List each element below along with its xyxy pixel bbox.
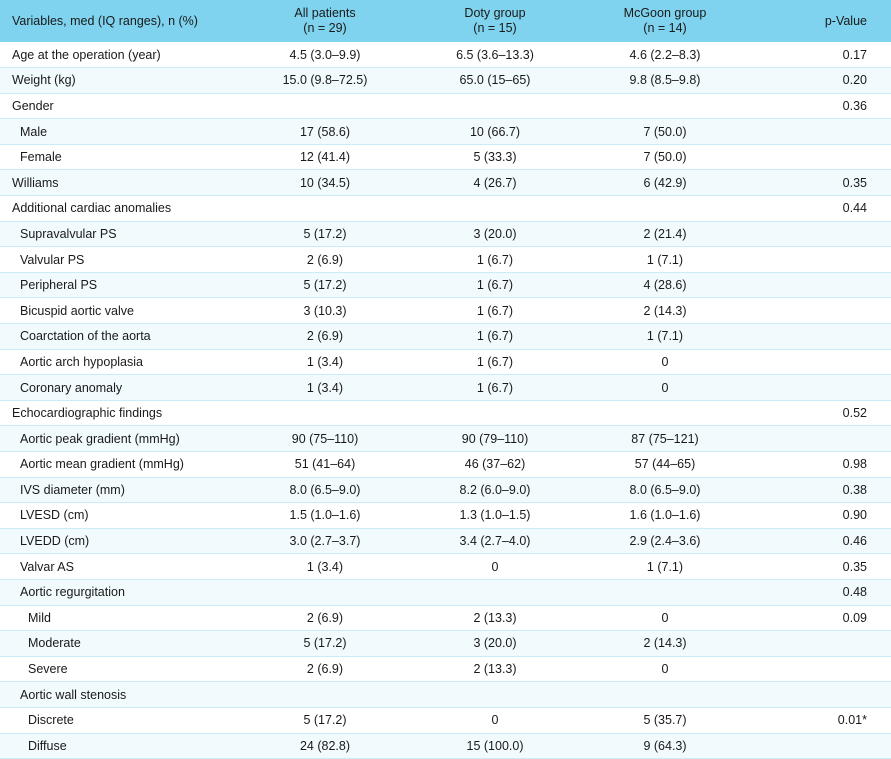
table-header-row (0, 0, 891, 42)
row-label: LVEDD (cm) (20, 534, 90, 549)
row-label: Gender (12, 98, 54, 113)
row-label: LVESD (cm) (20, 508, 89, 523)
cell-p-value (750, 631, 891, 657)
cell-all-patients: 51 (41–64) (294, 457, 356, 472)
row-label: Age at the operation (year) (12, 47, 161, 62)
table-row (0, 656, 891, 682)
cell-all-patients: 5 (17.2) (303, 278, 347, 293)
cell-mcgoon-group (580, 682, 750, 708)
cell-all-patients: 4.5 (3.0–9.9) (289, 47, 361, 62)
row-label: Additional cardiac anomalies (12, 201, 172, 216)
header-p-value: p-Value (824, 13, 867, 28)
cell-p-value (750, 272, 891, 298)
cell-doty-group (410, 400, 580, 426)
cell-all-patients: 2 (6.9) (306, 662, 344, 677)
cell-mcgoon-group: 1 (7.1) (646, 559, 684, 574)
table-row (0, 554, 891, 580)
row-label: Valvular PS (20, 252, 85, 267)
cell-mcgoon-group: 8.0 (6.5–9.0) (629, 482, 701, 497)
table-row (0, 196, 891, 222)
header-doty-group-count: (n = 15) (473, 21, 517, 35)
cell-mcgoon-group: 0 (661, 380, 669, 395)
cell-all-patients: 12 (41.4) (299, 150, 351, 165)
cell-p-value (750, 119, 891, 145)
header-mcgoon-group-count: (n = 14) (643, 21, 687, 35)
cell-mcgoon-group (580, 196, 750, 222)
cell-doty-group (410, 93, 580, 119)
table-row (0, 324, 891, 350)
table-row (0, 170, 891, 196)
cell-all-patients: 1 (3.4) (306, 380, 344, 395)
cell-p-value: 0.52 (842, 406, 867, 421)
cell-p-value (750, 298, 891, 324)
cell-all-patients: 2 (6.9) (306, 610, 344, 625)
table-row (0, 707, 891, 733)
row-label: Valvar AS (20, 559, 74, 574)
cell-p-value: 0.44 (842, 201, 867, 216)
cell-doty-group: 8.2 (6.0–9.0) (459, 482, 531, 497)
cell-p-value (750, 656, 891, 682)
table-row (0, 42, 891, 68)
cell-all-patients: 1.5 (1.0–1.6) (289, 508, 361, 523)
cell-all-patients: 10 (34.5) (299, 175, 351, 190)
cell-all-patients: 1 (3.4) (306, 354, 344, 369)
cell-p-value: 0.35 (842, 559, 867, 574)
cell-p-value (750, 247, 891, 273)
cell-all-patients (240, 400, 410, 426)
cell-all-patients: 5 (17.2) (303, 713, 347, 728)
cell-mcgoon-group: 5 (35.7) (643, 713, 687, 728)
row-label: Aortic peak gradient (mmHg) (20, 431, 180, 446)
cell-p-value (750, 221, 891, 247)
row-label: Supravalvular PS (20, 226, 117, 241)
cell-doty-group: 6.5 (3.6–13.3) (456, 47, 534, 62)
cell-all-patients: 8.0 (6.5–9.0) (289, 482, 361, 497)
cell-all-patients (240, 196, 410, 222)
cell-doty-group: 90 (79–110) (461, 431, 529, 446)
cell-doty-group: 2 (13.3) (473, 610, 517, 625)
row-label: Male (20, 124, 48, 139)
cell-doty-group: 4 (26.7) (473, 175, 517, 190)
cell-mcgoon-group: 1 (7.1) (646, 329, 684, 344)
cell-mcgoon-group: 4.6 (2.2–8.3) (629, 47, 701, 62)
cell-mcgoon-group: 57 (44–65) (634, 457, 696, 472)
row-label: Mild (28, 610, 51, 625)
cell-all-patients: 5 (17.2) (303, 636, 347, 651)
table-row (0, 247, 891, 273)
table-row (0, 452, 891, 478)
row-label: Female (20, 150, 62, 165)
cell-mcgoon-group: 2 (14.3) (643, 636, 687, 651)
table-row (0, 349, 891, 375)
cell-mcgoon-group: 2 (14.3) (643, 303, 687, 318)
cell-p-value: 0.38 (842, 482, 867, 497)
cell-p-value: 0.35 (842, 175, 867, 190)
row-label: Williams (12, 175, 59, 190)
table-row (0, 605, 891, 631)
table-row (0, 68, 891, 94)
table-row (0, 733, 891, 759)
cell-doty-group: 3 (20.0) (473, 636, 517, 651)
table-row (0, 503, 891, 529)
cell-p-value (750, 682, 891, 708)
table-row (0, 221, 891, 247)
cell-p-value (750, 733, 891, 759)
cell-p-value (750, 144, 891, 170)
cell-doty-group: 3 (20.0) (473, 226, 517, 241)
cell-p-value: 0.20 (842, 73, 867, 88)
cell-mcgoon-group: 0 (661, 662, 669, 677)
header-doty-group-title: Doty group (464, 6, 526, 20)
row-label: Echocardiographic findings (12, 406, 163, 421)
table-row (0, 426, 891, 452)
row-label: IVS diameter (mm) (20, 482, 125, 497)
cell-doty-group: 65.0 (15–65) (459, 73, 531, 88)
cell-mcgoon-group: 1 (7.1) (646, 252, 684, 267)
cell-mcgoon-group: 4 (28.6) (643, 278, 687, 293)
cell-p-value: 0.46 (842, 534, 867, 549)
row-label: Weight (kg) (12, 73, 76, 88)
header-all-patients-title: All patients (294, 6, 356, 20)
cell-doty-group: 1 (6.7) (476, 303, 514, 318)
table-row (0, 631, 891, 657)
cell-all-patients: 2 (6.9) (306, 329, 344, 344)
cell-doty-group: 0 (491, 559, 499, 574)
cell-all-patients: 15.0 (9.8–72.5) (282, 73, 368, 88)
table-row (0, 682, 891, 708)
cell-p-value: 0.17 (842, 47, 867, 62)
row-label: Aortic regurgitation (20, 585, 125, 600)
cell-doty-group: 1 (6.7) (476, 278, 514, 293)
cell-doty-group: 1 (6.7) (476, 380, 514, 395)
cell-p-value: 0.98 (842, 457, 867, 472)
cell-all-patients (240, 579, 410, 605)
cell-mcgoon-group: 7 (50.0) (643, 150, 687, 165)
cell-doty-group: 1.3 (1.0–1.5) (459, 508, 531, 523)
cell-doty-group (410, 682, 580, 708)
cell-all-patients: 2 (6.9) (306, 252, 344, 267)
cell-all-patients: 24 (82.8) (299, 738, 351, 753)
row-label: Moderate (28, 636, 81, 651)
table-row (0, 477, 891, 503)
cell-mcgoon-group: 1.6 (1.0–1.6) (629, 508, 701, 523)
table-row (0, 579, 891, 605)
cell-p-value: 0.09 (842, 610, 867, 625)
cell-doty-group: 1 (6.7) (476, 354, 514, 369)
cell-doty-group: 1 (6.7) (476, 252, 514, 267)
header-mcgoon-group (580, 0, 750, 42)
cell-p-value: 0.48 (842, 585, 867, 600)
cell-mcgoon-group (580, 400, 750, 426)
cell-doty-group: 46 (37–62) (464, 457, 526, 472)
header-mcgoon-group-title: McGoon group (623, 6, 707, 20)
row-label: Aortic wall stenosis (20, 687, 127, 702)
cell-p-value (750, 426, 891, 452)
row-label: Aortic arch hypoplasia (20, 354, 143, 369)
cell-mcgoon-group: 0 (661, 610, 669, 625)
cell-p-value (750, 324, 891, 350)
cell-p-value (750, 375, 891, 401)
cell-doty-group: 0 (491, 713, 499, 728)
header-all-patients-count: (n = 29) (303, 21, 347, 35)
cell-p-value: 0.90 (842, 508, 867, 523)
row-label: Discrete (28, 713, 74, 728)
cell-doty-group (410, 579, 580, 605)
row-label: Peripheral PS (20, 278, 98, 293)
header-variables: Variables, med (IQ ranges), n (%) (12, 13, 198, 28)
table-row (0, 119, 891, 145)
cell-mcgoon-group: 2.9 (2.4–3.6) (629, 534, 701, 549)
cell-doty-group: 2 (13.3) (473, 662, 517, 677)
cell-mcgoon-group (580, 93, 750, 119)
table-row (0, 93, 891, 119)
table-row (0, 400, 891, 426)
cell-doty-group: 5 (33.3) (473, 150, 517, 165)
cell-all-patients: 5 (17.2) (303, 226, 347, 241)
table-body (0, 42, 891, 759)
cell-mcgoon-group: 9 (64.3) (643, 738, 687, 753)
cell-mcgoon-group: 6 (42.9) (643, 175, 687, 190)
header-all-patients (240, 0, 410, 42)
cell-mcgoon-group: 0 (661, 354, 669, 369)
cell-all-patients: 3.0 (2.7–3.7) (289, 534, 361, 549)
cell-all-patients (240, 93, 410, 119)
cell-all-patients: 1 (3.4) (306, 559, 344, 574)
cell-all-patients (240, 682, 410, 708)
table-row (0, 375, 891, 401)
header-doty-group (410, 0, 580, 42)
row-label: Severe (28, 662, 68, 677)
row-label: Bicuspid aortic valve (20, 303, 134, 318)
cell-doty-group: 10 (66.7) (469, 124, 521, 139)
table-row (0, 272, 891, 298)
cell-p-value (750, 349, 891, 375)
row-label: Diffuse (28, 738, 67, 753)
cell-mcgoon-group: 87 (75–121) (631, 431, 699, 446)
cell-mcgoon-group: 2 (21.4) (643, 226, 687, 241)
cell-all-patients: 17 (58.6) (299, 124, 351, 139)
row-label: Aortic mean gradient (mmHg) (20, 457, 184, 472)
cell-doty-group: 15 (100.0) (466, 738, 524, 753)
cell-doty-group (410, 196, 580, 222)
table-row (0, 298, 891, 324)
row-label: Coronary anomaly (20, 380, 123, 395)
table-row (0, 528, 891, 554)
cell-mcgoon-group (580, 579, 750, 605)
cell-p-value: 0.01* (837, 713, 867, 728)
cell-all-patients: 3 (10.3) (303, 303, 347, 318)
cell-mcgoon-group: 9.8 (8.5–9.8) (629, 73, 701, 88)
cell-mcgoon-group: 7 (50.0) (643, 124, 687, 139)
cell-p-value: 0.36 (842, 98, 867, 113)
cell-all-patients: 90 (75–110) (291, 431, 359, 446)
cell-doty-group: 1 (6.7) (476, 329, 514, 344)
row-label: Coarctation of the aorta (20, 329, 151, 344)
table-row (0, 144, 891, 170)
cell-doty-group: 3.4 (2.7–4.0) (459, 534, 531, 549)
